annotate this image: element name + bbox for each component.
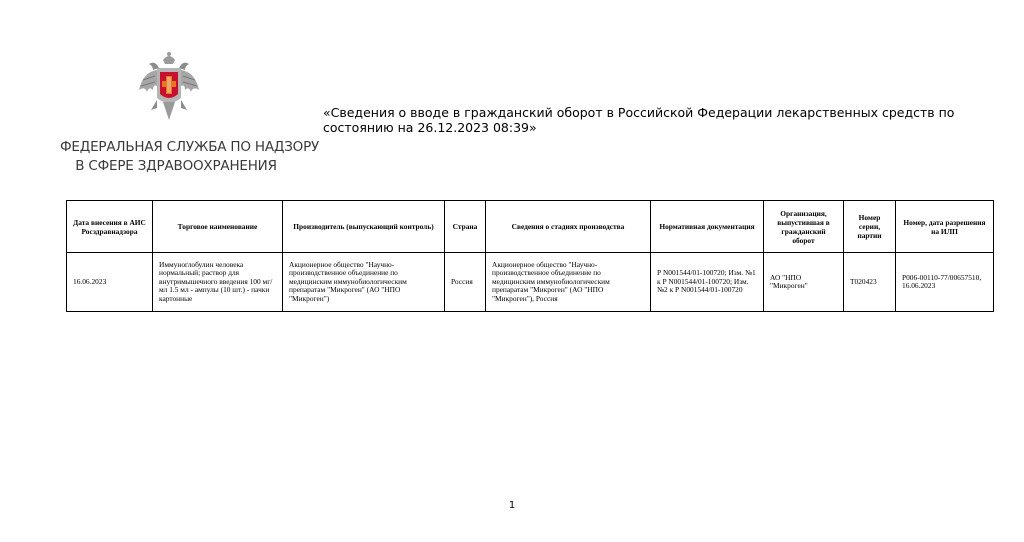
column-header-regulatory-docs: Нормативная документация: [651, 201, 764, 253]
cell-permit: Р006-00110-77/00657510, 16.06.2023: [896, 253, 994, 312]
column-header-releasing-org: Организация, выпустившая в гражданский оборот: [764, 201, 844, 253]
cell-trade-name: Иммуноглобулин человека нормальный; раствор для внутримышечного введения 100 мг/мл 1.5 мл - ампулы (10 шт.) - пачки картонные: [153, 253, 283, 312]
column-header-permit: Номер, дата разрешения на ИЛП: [896, 201, 994, 253]
column-header-date: Дата внесения в АИС Росздравнадзора: [67, 201, 153, 253]
table-header-row: [67, 201, 994, 253]
column-header-manufacturer: Производитель (выпускающий контроль): [283, 201, 445, 253]
column-header-production-stages: Сведения о стадиях производства: [486, 201, 651, 253]
cell-country: Россия: [445, 253, 486, 312]
cell-batch-number: Т020423: [844, 253, 896, 312]
cell-manufacturer: Акционерное общество "Научно-производственное объединение по медицинским иммунобиологическим препаратам "Микроген" (АО "НПО "Микроген"): [283, 253, 445, 312]
emblem-logo: [137, 50, 201, 124]
document-title: «Сведения о вводе в гражданский оборот в Российской Федерации лекарственных средств по состоянию на 26.12.2023 08:39»: [323, 105, 955, 135]
column-header-trade-name: Торговое наименование: [153, 201, 283, 253]
organization-name-line1: ФЕДЕРАЛЬНАЯ СЛУЖБА ПО НАДЗОРУ: [60, 139, 320, 155]
cell-production-stages: Акционерное общество "Научно-производственное объединение по медицинским иммунобиологическим препаратам "Микроген" (АО "НПО "Микроген"), Россия: [486, 253, 651, 312]
organization-name: [60, 138, 320, 176]
table-row: [67, 253, 994, 312]
column-header-country: Страна: [445, 201, 486, 253]
column-header-batch-number: Номер серии, партии: [844, 201, 896, 253]
organization-name-line2: В СФЕРЕ ЗДРАВООХРАНЕНИЯ: [75, 158, 277, 174]
cell-regulatory-docs: Р N001544/01-100720; Изм. №1 к Р N001544/01-100720; Изм. №2 к Р N001544/01-100720: [651, 253, 764, 312]
cell-releasing-org: АО "НПО "Микроген": [764, 253, 844, 312]
page-number: 1: [508, 500, 516, 511]
double-headed-eagle-emblem-icon: [137, 50, 201, 124]
cell-date: 16.06.2023: [67, 253, 153, 312]
registry-table: [66, 200, 994, 312]
